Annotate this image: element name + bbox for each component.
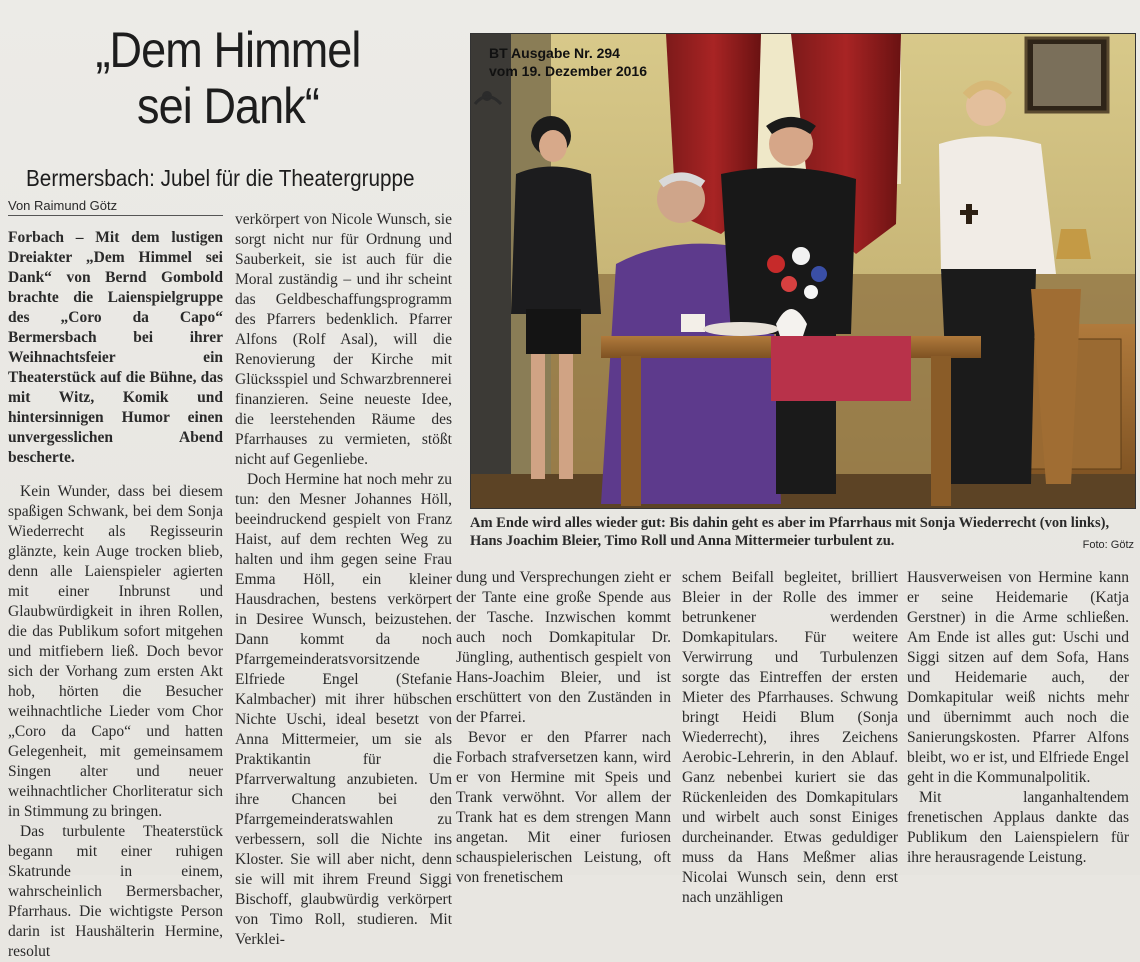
article-lead: Forbach – Mit dem lustigen Dreiakter „Dem Himmel sei Dank“ von Bernd Gombold brachte die Laienspielgruppe des „Coro da Capo“ Bermersbach bei ihrer Weihnachtsfeier ein Theaterstück auf die Bühne, das mit Witz, Komik und hintersinnigen Humor einen unvergesslichen Abend bescherte. xyxy=(8,229,223,466)
headline-line-1: „Dem Himmel xyxy=(95,22,361,78)
headline-line-2: sei Dank“ xyxy=(137,78,319,134)
text-column-1 xyxy=(8,228,223,962)
article-headline xyxy=(48,22,408,134)
column-2-paragraph-2: Doch Hermine hat noch mehr zu tun: den Mesner Johannes Höll, beeindruckend gespielt von Franz Haist, auf dem rechten Weg zu halten und ihm gegen seine Frau Emma Höll, ein kleiner Hausdrachen, bestens verkörpert in Desiree Wunsch, beizustehen. Dann kommt da noch Pfarrgemeinderatsvorsitzende Elfriede Engel (Stefanie Kalmbacher) mit ihrer hübschen Nichte Uschi, ideal besetzt von Anna Mittermeier, um sie als Praktikantin für die Pfarrverwaltung anzubieten. Um ihre Chancen bei den Pfarrgemeinderatswahlen zu verbessern, soll die Nichte ins Kloster. Sie will aber nicht, denn sie will mit ihrem Freund Siggi Bischoff, glaubwürdig verkörpert von Timo Roll, studieren. Mit Verklei- xyxy=(235,471,452,948)
article-subhead: Bermersbach: Jubel für die Theatergruppe xyxy=(26,165,415,191)
article-byline: Von Raimund Götz xyxy=(8,198,223,216)
photo-caption xyxy=(470,514,1134,554)
photo-credit: Foto: Götz xyxy=(1082,539,1134,551)
text-column-2 xyxy=(235,210,452,950)
column-1-paragraph-1: Kein Wunder, dass bei diesem spaßigen Schwank, bei dem Sonja Wiederrecht als Regisseurin glänzte, kein Auge trocken blieb, denn alle Laienspieler agierten mit einer Inbrunst und Glaubwürdigkeit in ihren Rollen, die das Publikum sofort mitgehen und mitfiebern ließ. Doch bevor sich der Vorhang zum ersten Akt hob, hörten die Besucher weihnachtliche Lieder vom Chor „Coro da Capo“ und hatten Gelegenheit, mit gemeinsamem Singen alter und neuer weihnachtlicher Chorliteratur sich in Stimmung zu bringen. xyxy=(8,483,223,820)
edition-number: BT Ausgabe Nr. 294 xyxy=(489,45,620,61)
column-1-paragraph-2: Das turbulente Theaterstück begann mit einer ruhigen Skatrunde in einem, wahrscheinlich Bermersbacher, Pfarrhaus. Die wichtigste Person darin ist Haushälterin Hermine, resolut xyxy=(8,823,223,960)
text-column-4 xyxy=(682,568,898,908)
text-column-5 xyxy=(907,568,1129,868)
column-4-paragraph-1: schem Beifall begleitet, brilliert Bleier in der Rolle des immer betrunkener werdenden Domkapitulars. Für weitere Verwirrung und Turbulenzen sorgte das Eintreffen der ersten Mieter des Pfarrhauses. Schwung bringt Heidi Blum (Sonja Wiederrecht), ihres Zeichens Aerobic-Lehrerin, in den Ablauf. Ganz nebenbei kuriert sie das Rückenleiden des Domkapitulars und wirbelt auch sonst Einiges durcheinander. Etwas geduldiger muss da Hans Meßmer alias Nicolai Wunsch sein, denn erst nach unzähligen xyxy=(682,569,898,906)
stage-scene-image xyxy=(471,34,1135,508)
column-5-paragraph-2: Mit langanhaltendem frenetischen Applaus dankte das Publikum den Laienspielern für ihre herausragende Leistung. xyxy=(907,789,1129,866)
text-column-3 xyxy=(456,568,671,888)
edition-overlay xyxy=(489,44,647,80)
theater-photo xyxy=(470,33,1136,509)
column-2-paragraph-1: verkörpert von Nicole Wunsch, sie sorgt nicht nur für Ordnung und Sauberkeit, sie ist auch für die Moral zuständig – und ihr scheint das Geldbeschaffungsprogramm des Pfarrers bedenklich. Pfarrer Alfons (Rolf Asal), will die Renovierung der Kirche mit Glücksspiel und Schwarzbrennerei finanzieren. Seine neueste Idee, die leerstehenden Räume des Pfarrhauses zu vermieten, stößt nicht auf Gegenliebe. xyxy=(235,211,452,468)
column-3-paragraph-1: dung und Versprechungen zieht er der Tante eine große Spende aus der Tasche. Inzwischen kommt auch noch Domkapitular Dr. Jüngling, authentisch gespielt von Hans-Joachim Bleier, und ist erschüttert von den Zuständen in der Pfarrei. xyxy=(456,569,671,726)
caption-text: Am Ende wird alles wieder gut: Bis dahin geht es aber im Pfarrhaus mit Sonja Wiederrecht (von links), Hans Joachim Bleier, Timo Roll und Anna Mittermeier turbulent zu. xyxy=(470,515,1110,549)
column-3-paragraph-2: Bevor er den Pfarrer nach Forbach strafversetzen kann, wird er von Hermine mit Speis und Trank verwöhnt. Vor allem der Trank hat es dem strengen Mann angetan. Mit einer furiosen schauspielerischen Leistung, oft von frenetischem xyxy=(456,729,671,886)
column-5-paragraph-1: Hausverweisen von Hermine kann er seine Heidemarie (Katja Gerstner) in die Arme schließen. Am Ende ist alles gut: Uschi und Siggi sitzen auf dem Sofa, Hans und Heidemarie auch, der Domkapitular weiß nichts mehr und übernimmt auch noch die Sanierungskosten. Pfarrer Alfons bleibt, wo er ist, und Elfriede Engel geht in die Kommunalpolitik. xyxy=(907,569,1129,786)
edition-date: vom 19. Dezember 2016 xyxy=(489,63,647,79)
